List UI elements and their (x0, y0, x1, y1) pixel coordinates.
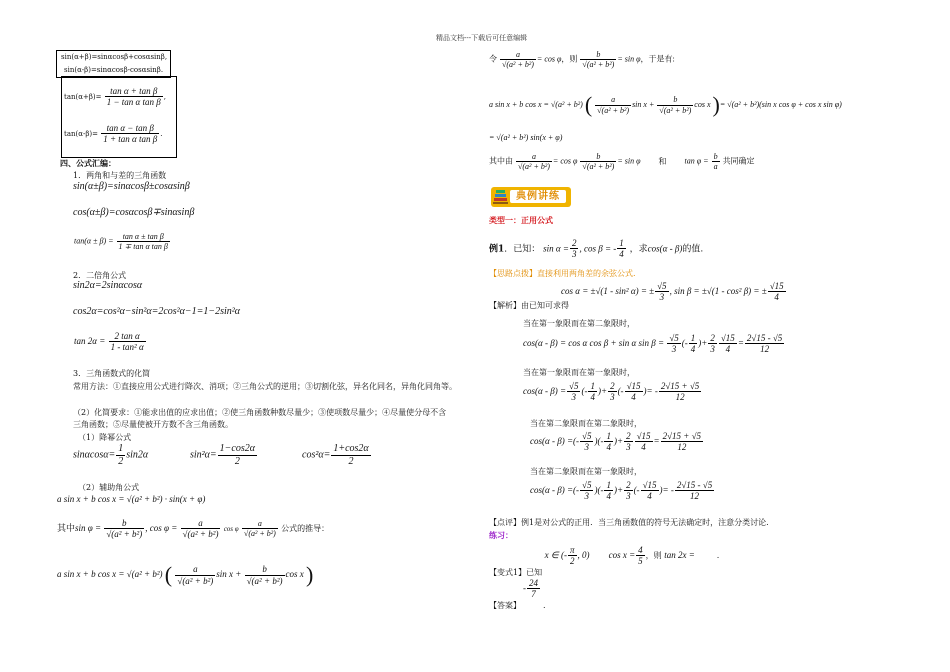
case1-frac-a (667, 333, 680, 355)
case1-b-den: 4 (690, 344, 696, 355)
case2-b-num: 1 (590, 381, 595, 391)
s3-f2-den: 2 (234, 455, 240, 467)
ex1-frac-1 (570, 238, 579, 260)
r1-frac-a (500, 50, 536, 69)
s3-title: 3．三角函数式的化简 (73, 369, 151, 378)
case1-lhs: cos(α - β) = cos α cos β + sin α sin β = (523, 337, 665, 348)
r2-tail2: = √(a² + b²)(sin x cos φ + cos x sin φ) (719, 99, 842, 109)
ex1-den-1: 3 (571, 249, 577, 260)
s3-power-formula-3 (302, 443, 372, 467)
s1-tan-lhs: tan(α ± β) = (74, 236, 114, 246)
case3-res-den: 12 (677, 442, 687, 453)
tan-sum-tail: , (163, 92, 166, 101)
ex1-num-2: 1 (619, 238, 624, 248)
s3-f2-lhs: sin²α= (190, 449, 217, 461)
s2-tan-lhs: tan 2α = (74, 335, 106, 346)
s3-f6-root-1: √(a² + b²) (177, 575, 214, 586)
s3-f6-frac-b (245, 564, 285, 586)
case4-b-num: 1 (606, 480, 611, 490)
case2-a-den: 3 (571, 392, 576, 403)
tan-diff-formula (64, 123, 162, 145)
case4-res-den: 12 (690, 491, 700, 502)
books-icon (493, 189, 508, 205)
var1-pi: π (569, 545, 575, 555)
case4-res-num: 2√15 - √5 (676, 480, 713, 490)
ex1-tail: 的值. (682, 244, 704, 255)
s3-f5-frac-a (181, 518, 221, 540)
r2-b: b (657, 95, 693, 105)
line-sin: , sin β = ±√(1 - cos² β) = ± (669, 285, 767, 296)
s3-f1-tail: sin2α (126, 449, 149, 461)
s3-f3-frac (331, 443, 370, 467)
case2-text: 当在第一象限而在第一象限时， (523, 368, 635, 377)
case3-frac-d (635, 431, 653, 453)
s2-title: 2．二倍角公式 (73, 271, 127, 280)
ex1-num-1: 2 (571, 238, 577, 248)
case2-b-den: 4 (590, 392, 595, 403)
case1-c-den: 3 (710, 344, 715, 355)
s3-f1-den: 2 (118, 455, 124, 467)
hint-text: 【思路点拨】直接利用两角差的余弦公式. (489, 269, 636, 278)
r2-frac-a (595, 95, 631, 114)
s3-f6-rparen: ) (306, 562, 314, 587)
tan-sum-den: 1 − tan α tan β (106, 97, 161, 108)
r4-root-1: √(a² + b²) (518, 162, 550, 172)
tan-sum-frac (105, 86, 163, 108)
ans-label: 【答案】 (489, 601, 521, 610)
s1-formula-tan (74, 232, 171, 251)
s3-f6-mid: sin x + (216, 569, 242, 580)
s3-f3-lhs: cos²α= (302, 449, 331, 461)
r4-sin: = sin φ (617, 156, 641, 166)
r1-root-2: √(a² + b²) (582, 60, 615, 70)
r4-tan: tan φ = (684, 156, 709, 166)
case2-result (659, 381, 701, 403)
case3-d-num: √15 (636, 431, 651, 441)
case1-frac-d (719, 333, 737, 355)
case1-frac-b (689, 333, 698, 355)
case4-formula: cos(α - β) =(- $\frac{√5}{3}$ )(- $\frac{1}{4}$ )+ $\frac{2}{3}$ (- $\frac{√15}{4}$ )= - $\frac{2√15 - √5}{12}$ (530, 480, 713, 502)
s1-tan-den: 1 ∓ tan α tan β (118, 242, 168, 252)
ex1-label: 例1 (489, 244, 505, 255)
case3-b-num: 1 (606, 431, 611, 441)
var1-cos: cos x = (608, 549, 636, 560)
r2-lhs: a sin x + b cos x = √(a² + b²) (489, 99, 583, 109)
r1-mid1: = cos φ (536, 54, 562, 64)
ex1-target: cos(α - β) (647, 243, 683, 254)
s3-requirements-2: 三角函数；⑤尽量使被开方数不含三角函数。 (73, 420, 233, 429)
r1-line (489, 50, 675, 69)
r4-b: b (580, 152, 616, 162)
tan-sum-label: tan(α+β)= (64, 92, 102, 101)
s3-f1-lhs: sinαcosα= (73, 449, 116, 461)
s1-formula-cos: cos(α±β)=cosαcosβ∓sinαsinβ (73, 207, 195, 218)
ex1-known: ．已知： (504, 244, 541, 255)
r2-tail1: cos x (694, 99, 711, 109)
r1-b: b (580, 50, 616, 60)
case3-result (661, 431, 703, 453)
case2-frac-b (588, 381, 597, 403)
case3-a-den: 3 (584, 442, 589, 453)
s3-power-formula-1 (73, 443, 148, 467)
header-watermark: 精品文档---下载后可任意编辑 (436, 34, 528, 42)
s3-f6-root-2: √(a² + b²) (246, 575, 283, 586)
r4-cos: = cos φ (552, 156, 578, 166)
case1-c-num: 2 (710, 333, 715, 343)
examples-banner (491, 187, 571, 207)
r4-tan-b: b (713, 152, 718, 161)
tan-diff-frac (101, 123, 159, 145)
s3-aux-title: （2）辅助角公式 (78, 483, 140, 492)
type1-heading: 类型一：正用公式 (489, 216, 553, 225)
sin-sum-formula: sin(α+β)=sinαcosβ+cosαsinβ, (61, 53, 168, 61)
practice-heading: 练习： (489, 531, 513, 540)
case2-res-num: 2√15 + √5 (660, 381, 700, 391)
var1-four: 4 (638, 545, 643, 555)
tan-sum-num: tan α + tan β (105, 86, 163, 97)
r2-line (489, 92, 842, 118)
r2-mid: sin x + (632, 99, 655, 109)
comment-text: 【点评】例1是对公式的正用．当三角函数值的符号无法确定时，注意分类讨论. (489, 518, 769, 527)
ans-sign: - (523, 582, 526, 593)
r2-rparen: ) (712, 92, 720, 117)
s3-f5-tail: 公式的推导： (281, 523, 330, 533)
ex1-cos: , cos β = - (579, 243, 617, 254)
var1-tan: tan 2x = (664, 549, 695, 560)
r1-mid3: = sin φ (617, 54, 641, 64)
variant1 (489, 545, 720, 577)
var1-x: x ∈ (- (544, 549, 567, 560)
s3-f5-root-2: √(a² + b²) (182, 529, 219, 540)
var1-two: 2 (569, 556, 575, 567)
case4-frac-c (624, 480, 633, 502)
s3-f5-root-1: √(a² + b²) (106, 529, 143, 540)
case2-frac-d (625, 381, 643, 403)
var1-pi-frac (568, 545, 577, 567)
tan-diff-num: tan α − tan β (101, 123, 159, 134)
case3-text: 当在第二象限而在第二象限时， (530, 419, 642, 428)
case2-d-den: 4 (631, 392, 636, 403)
s2-formula-sin: sin2α=2sinαcosα (73, 280, 143, 291)
case3-frac-c (624, 431, 633, 453)
case1-formula: cos(α - β) = cos α cos β + sin α sin β = $\frac{√5}{3}$ (- $\frac{1}{4}$ )+ $\frac{2}{3}$ $\frac{√15}{4}$ = $\frac{2√15 - √5}{12}$ (523, 333, 783, 355)
s3-f3-num: 1+cos2α (333, 443, 369, 454)
case4-text: 当在第二象限而在第一象限时， (530, 467, 642, 476)
r2-frac-b (657, 95, 693, 114)
case1-a-num: √5 (669, 333, 679, 343)
s3-power-title: （1）降幂公式 (78, 433, 132, 442)
s3-f6-lhs: a sin x + b cos x = √(a² + b²) (57, 569, 163, 580)
r4-tail: 共同确定 (722, 156, 755, 166)
case4-frac-d (641, 480, 659, 502)
case4-frac-a (580, 480, 593, 502)
s3-requirements: （2）化简要求：①能求出值的应求出值；②使三角函数种数尽量少；③使项数尽量少；④尽量使分母不含 (73, 408, 447, 417)
line-sin-frac (768, 281, 786, 303)
r2-root-1: √(a² + b²) (597, 105, 630, 115)
s3-f3-den: 2 (348, 455, 354, 467)
example1 (489, 238, 703, 260)
r4-pre: 其中由 (489, 156, 513, 166)
s1-title: 1．两角和与差的三角函数 (73, 171, 167, 180)
case3-c-den: 3 (626, 442, 631, 453)
s3-aux-phi (57, 518, 329, 540)
r4-frac-b (580, 152, 616, 171)
s2-formula-tan (74, 331, 147, 353)
case3-c-num: 2 (626, 431, 631, 441)
r2-lparen: ( (584, 92, 593, 117)
ans-num: 24 (529, 578, 538, 588)
case1-a-den: 3 (671, 344, 677, 355)
case1-frac-c (708, 333, 717, 355)
answer-value (523, 578, 541, 600)
case2-d-num: √15 (626, 381, 641, 391)
case2-a-num: √5 (569, 381, 579, 391)
cos-sin-values (561, 281, 787, 303)
case1-d-num: √15 (720, 333, 735, 343)
var1-dot: . (716, 550, 720, 560)
s3-f5-cos: , cos φ = (145, 522, 178, 533)
case3-frac-a (580, 431, 593, 453)
ans-den: 7 (531, 589, 536, 600)
r2-root-2: √(a² + b²) (659, 105, 692, 115)
case4-d-den: 4 (647, 491, 652, 502)
s2-tan-num: 2 tan α (109, 331, 146, 342)
s1-tan-frac (117, 232, 170, 251)
s3-f6-lparen: ( (164, 562, 173, 587)
case2-frac-c (608, 381, 617, 403)
case2-c-den: 3 (610, 392, 615, 403)
r4-a: a (516, 152, 552, 162)
s3-f5-frac-a2 (242, 519, 278, 538)
s3-f5-cos2: cos φ (223, 524, 239, 533)
case3-formula: cos(α - β) =(- $\frac{√5}{3}$ )(- $\frac{1}{4}$ )+ $\frac{2}{3}$ $\frac{√15}{4}$ = $\frac{2√15 + √5}{12}$ (530, 431, 702, 453)
s3-f5-b: b (104, 518, 144, 529)
case1-res-den: 12 (760, 344, 770, 355)
case4-result (675, 480, 714, 502)
r4-frac-tan (712, 152, 720, 171)
case3-d-den: 4 (641, 442, 646, 453)
s2-formula-cos: cos2α=cos²α−sin²α=2cos²α−1=1−2sin²α (73, 306, 241, 317)
r1-mid2: ，则 (561, 54, 578, 64)
s3-f6-b: b (245, 564, 285, 575)
s3-f1-num: 1 (118, 443, 124, 454)
case4-c-den: 3 (626, 491, 631, 502)
r1-pre: 令 (489, 54, 497, 64)
var1-cos-frac (636, 545, 645, 567)
case4-a-num: √5 (582, 480, 592, 490)
r4-root-2: √(a² + b²) (582, 162, 615, 172)
case1-text: 当在第一象限而在第二象限时， (523, 319, 635, 328)
case3-a-num: √5 (582, 431, 592, 441)
jiexi-text: 【解析】由已知可求得 (489, 301, 569, 310)
r2-a: a (595, 95, 631, 105)
case3-b-den: 4 (606, 442, 611, 453)
ex1-frac-2 (617, 238, 626, 260)
s3-f6-tail: cos x (285, 569, 304, 580)
s3-f6-frac-a (175, 564, 215, 586)
case3-res-num: 2√15 + √5 (662, 431, 702, 441)
var1-five: 5 (638, 556, 643, 567)
ans-dot: . (543, 601, 546, 610)
var1-label: 【变式1】已知 (489, 567, 543, 577)
line-sin-den: 4 (774, 292, 779, 303)
sin-diff-formula: sin(α-β)=sinαcosβ-cosαsinβ. (64, 66, 164, 74)
s3-f2-frac (218, 443, 257, 467)
s1-formula-sin: sin(α±β)=sinαcosβ±cosαsinβ (73, 181, 190, 192)
s2-tan-den: 1 - tan² α (110, 342, 144, 353)
ex1-ask: ，求 (629, 244, 648, 255)
r4-frac-a (516, 152, 552, 171)
answer-label (489, 600, 546, 611)
s3-derivation (57, 562, 313, 588)
case4-a-den: 3 (584, 491, 589, 502)
s3-f6-a: a (175, 564, 215, 575)
case4-frac-b (604, 480, 613, 502)
r1-root-1: √(a² + b²) (502, 60, 534, 70)
s3-f5-frac-b (104, 518, 144, 540)
s3-f1-frac (116, 443, 125, 467)
tan-diff-label: tan(α-β)= (64, 129, 98, 138)
line-cos-den: 3 (659, 292, 665, 303)
case3-frac-b (604, 431, 613, 453)
s3-f5-a2: a (242, 519, 278, 529)
r1-tail: ，于是有: (640, 54, 675, 64)
case2-formula: cos(α - β) = $\frac{√5}{3}$ (- $\frac{1}{4}$ )+ $\frac{2}{3}$ (- $\frac{√15}{4}$ )= - $\frac{2√15 + √5}{12}$ (523, 381, 700, 403)
case3-lhs: cos(α - β) = (530, 435, 574, 446)
r4-tan-a: a (713, 162, 718, 172)
case2-lhs: cos(α - β) = (523, 385, 567, 396)
case4-c-num: 2 (626, 480, 631, 490)
banner-label: 典例讲练 (510, 190, 566, 203)
r3-line: = √(a² + b²) sin(x + φ) (489, 133, 563, 142)
case1-res-num: 2√15 - √5 (746, 333, 783, 343)
tan-diff-tail: . (160, 129, 163, 138)
line-sin-num: √15 (769, 281, 784, 291)
s3-f5-sin: sin φ = (75, 522, 102, 533)
s3-f5-pre: 其中 (57, 522, 76, 533)
section4-title: 四、公式汇编： (60, 159, 116, 168)
ex1-den-2: 4 (619, 249, 624, 260)
ex1-sin: sin α = (543, 243, 569, 254)
tan-sum-formula (64, 86, 166, 108)
case1-d-den: 4 (725, 344, 731, 355)
case1-b-num: 1 (690, 333, 696, 343)
r1-frac-b (580, 50, 616, 69)
case4-d-num: √15 (642, 480, 657, 490)
s3-aux-formula: a sin x + b cos x = √(a² + b²) · sin(x + φ) (57, 494, 206, 504)
s3-power-formula-2 (190, 443, 258, 467)
r4-and: 和 (658, 156, 667, 166)
case1-eq: = (737, 337, 744, 348)
case4-lhs: cos(α - β) = (530, 484, 574, 495)
s3-f5-a: a (181, 518, 221, 529)
line-cos: cos α = ±√(1 - sin² α) = ± (561, 285, 655, 296)
case1-result (745, 333, 784, 355)
s3-f2-num: 1−cos2α (219, 443, 255, 454)
r4-line (489, 152, 755, 171)
case4-b-den: 4 (606, 491, 611, 502)
s1-tan-num: tan α ± tan β (117, 232, 170, 242)
var1-then: ，则 (645, 550, 662, 560)
s3-f5-root-3: √(a² + b²) (243, 529, 276, 539)
s3-methods: 常用方法：①直接应用公式进行降次、消项；②三角公式的逆用；③切割化弦，异名化同名，异角化同角等。 (73, 382, 457, 391)
tan-diff-den: 1 + tan α tan β (103, 134, 158, 145)
case2-res-den: 12 (675, 392, 685, 403)
s2-tan-frac (109, 331, 146, 353)
case2-c-num: 2 (610, 381, 615, 391)
case1-paren: (- (681, 337, 688, 348)
line-cos-frac (655, 281, 668, 303)
r1-a: a (500, 50, 536, 60)
line-cos-num: √5 (657, 281, 667, 291)
ans-frac (527, 578, 540, 600)
var1-x2: , 0) (577, 549, 590, 560)
case2-frac-a (567, 381, 580, 403)
